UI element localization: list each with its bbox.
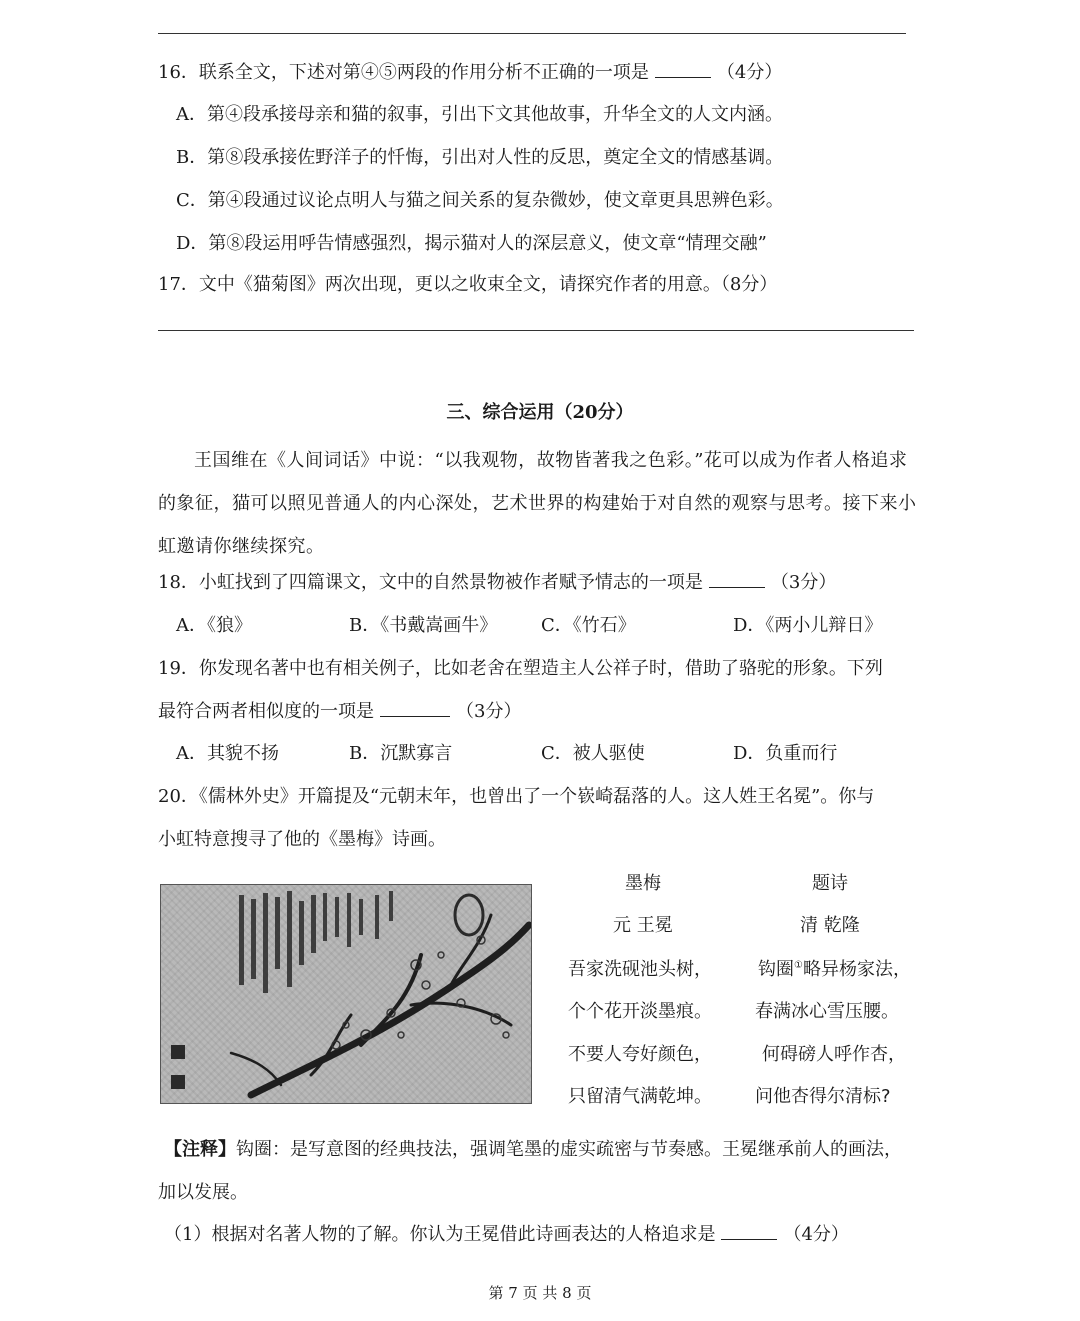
poem1-line-2: 个个花开淡墨痕。 [568,1001,712,1022]
q17-stem: 17．文中《猫菊图》两次出现，更以之收束全文，请探究作者的用意。（8分） [158,274,778,295]
q16-stem-text: 16．联系全文，下述对第④⑤两段的作用分析不正确的一项是 [158,62,649,83]
plum-blossoms [332,936,509,1049]
note-line2: 加以发展。 [158,1182,248,1203]
poem1-line-3: 不要人夸好颜色， [568,1044,712,1065]
q19-answer-blank[interactable] [380,702,450,717]
poem1-line-1: 吾家洗砚池头树， [568,959,712,980]
q18-answer-blank[interactable] [709,573,765,588]
plum-branch-illustration [161,885,531,1103]
poem2-line-4: 问他杏得尔清标? [755,1086,891,1107]
q16-option-d: D．第⑧段运用呼告情感强烈，揭示猫对人的深层意义，使文章“情理交融” [176,233,767,254]
q16-option-a: A．第④段承接母亲和猫的叙事，引出下文其他故事，升华全文的人文内涵。 [176,104,783,125]
poem1-line-4: 只留清气满乾坤。 [568,1086,712,1107]
q18-option-c: C．《竹石》 [541,615,636,636]
q19-option-b: B．沉默寡言 [349,743,453,764]
q19-line2-text: 最符合两者相似度的一项是 [158,701,374,722]
q18-option-d: D．《两小儿辩日》 [733,615,883,636]
section3-intro-text: 王国维在《人间词话》中说：“以我观物，故物皆著我之色彩。”花可以成为作者人格追求的象征，猫可以照见普通人的内心深处，艺术世界的构建始于对自然的观察与思考。接下来小虹邀请你继续探究。 [158,450,917,557]
q17-answer-line[interactable] [158,330,914,331]
q18-stem-text: 18．小虹找到了四篇课文，文中的自然景物被作者赋予情志的一项是 [158,572,703,593]
q20-sub1-text: （1）根据对名著人物的了解。你认为王冕借此诗画表达的人格追求是 [164,1224,716,1245]
poem1-title: 墨梅 [625,873,661,894]
poem2-line-1 [758,955,911,981]
q19-line2 [158,697,521,723]
ink-plum-painting [160,884,532,1104]
q19-option-c: C．被人驱使 [541,743,645,764]
q16-stem [158,58,782,84]
square-seal-2 [171,1075,185,1089]
note-label: 【注释】 [164,1139,236,1160]
poem2-note-mark: ① [794,960,803,971]
q16-answer-blank[interactable] [655,63,711,78]
q18-score: （3分） [770,572,837,593]
poem2-line-1-end: 略异杨家法， [802,959,911,980]
q16-option-b: B．第⑧段承接佐野洋子的忏悔，引出对人性的反思，奠定全文的情感基调。 [176,147,784,168]
q19-score: （3分） [456,701,522,722]
section3-intro [158,439,918,568]
round-seal [455,895,483,935]
poem2-author: 清 乾隆 [800,915,860,936]
q18-option-a: A．《狼》 [176,615,252,636]
q19-line1: 19．你发现名著中也有相关例子，比如老舍在塑造主人公祥子时，借助了骆驼的形象。下列 [158,658,883,679]
note-text: 钩圈：是写意图的经典技法，强调笔墨的虚实疏密与节奏感。王冕继承前人的画法， [236,1139,902,1160]
q20-sub1 [164,1220,849,1246]
section3-title: 三、综合运用（20分） [446,402,634,423]
q19-option-d: D．负重而行 [733,743,838,764]
poem2-title: 题诗 [812,873,848,894]
q18-option-b: B．《书戴嵩画牛》 [349,615,498,636]
poem2-line-2: 春满冰心雪压腰。 [755,1001,899,1022]
q20-line2: 小虹特意搜寻了他的《墨梅》诗画。 [158,829,446,850]
q20-sub1-answer-blank[interactable] [721,1225,777,1240]
q16-score: （4分） [716,62,783,83]
square-seal-1 [171,1045,185,1059]
poem2-line-3: 何碍磅人呼作杏， [762,1044,906,1065]
poem2-line-1-start: 钩圈 [758,959,794,980]
poem1-author: 元 王冕 [613,915,673,936]
q20-line1: 20．《儒林外史》开篇提及“元朝末年，也曾出了一个嵚崎磊落的人。这人姓王名冕”。你与 [158,786,875,807]
page-footer: 第 7 页 共 8 页 [488,1284,592,1302]
q20-sub1-score: （4分） [783,1224,849,1245]
calligraphy-columns [239,891,393,993]
top-rule [158,33,906,34]
q16-option-c: C．第④段通过议论点明人与猫之间关系的复杂微妙，使文章更具思辨色彩。 [176,190,784,211]
q19-option-a: A．其貌不扬 [176,743,279,764]
note-line1 [164,1135,902,1161]
q18-stem [158,568,836,594]
